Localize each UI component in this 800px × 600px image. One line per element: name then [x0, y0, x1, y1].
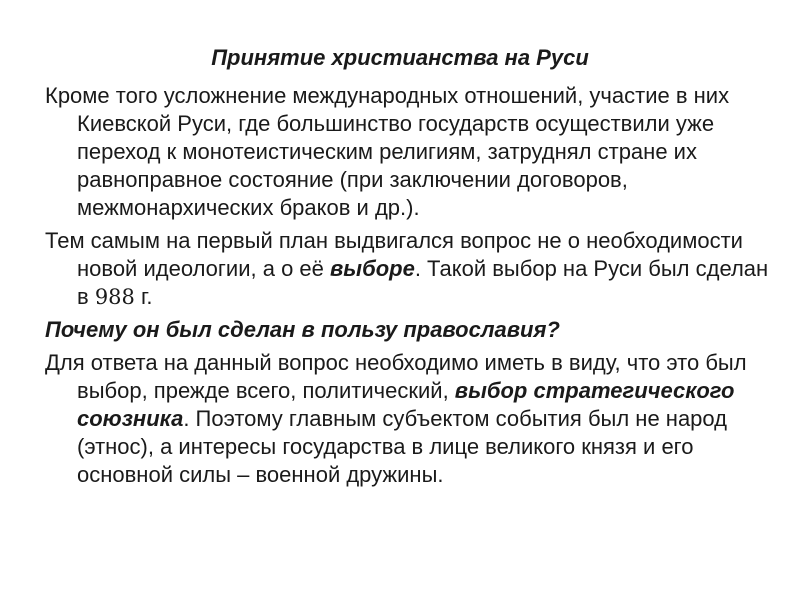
- paragraph-text: Для ответа на данный вопрос необходимо иметь в виду, что это был выбор, прежде всего, политический,: [45, 350, 747, 403]
- paragraph-text: . Поэтому главным субъектом события был не народ (этнос), а интересы государства в лице великого князя и его основной силы – военной дружины.: [77, 406, 728, 487]
- paragraph-choice-of-ideology: [45, 227, 775, 311]
- emphasis-choice: выборе: [330, 256, 415, 281]
- question-heading: Почему он был сделан в пользу православия?: [45, 317, 560, 342]
- slide-title: Принятие христианства на Руси: [211, 45, 589, 70]
- paragraph-international-relations: Кроме того усложнение международных отношений, участие в них Киевской Руси, где большинство государств осуществили уже переход к монотеистическим религиям, затруднял стране их равноправное состояние (при заключении договоров, межмонархических браков и др.).: [45, 83, 730, 220]
- year-value: 988: [94, 285, 135, 309]
- slide-body: [45, 82, 775, 494]
- paragraph-text: . Такой выбор на Руси был сделан в: [77, 256, 769, 309]
- paragraph-text: Тем самым на первый план выдвигался вопрос не о необходимости новой идеологии, а о её: [45, 228, 743, 281]
- paragraph-political-choice: [45, 349, 775, 489]
- paragraph-text: г.: [134, 284, 153, 309]
- emphasis-strategic-ally: выбор стратегического союзника: [77, 378, 735, 431]
